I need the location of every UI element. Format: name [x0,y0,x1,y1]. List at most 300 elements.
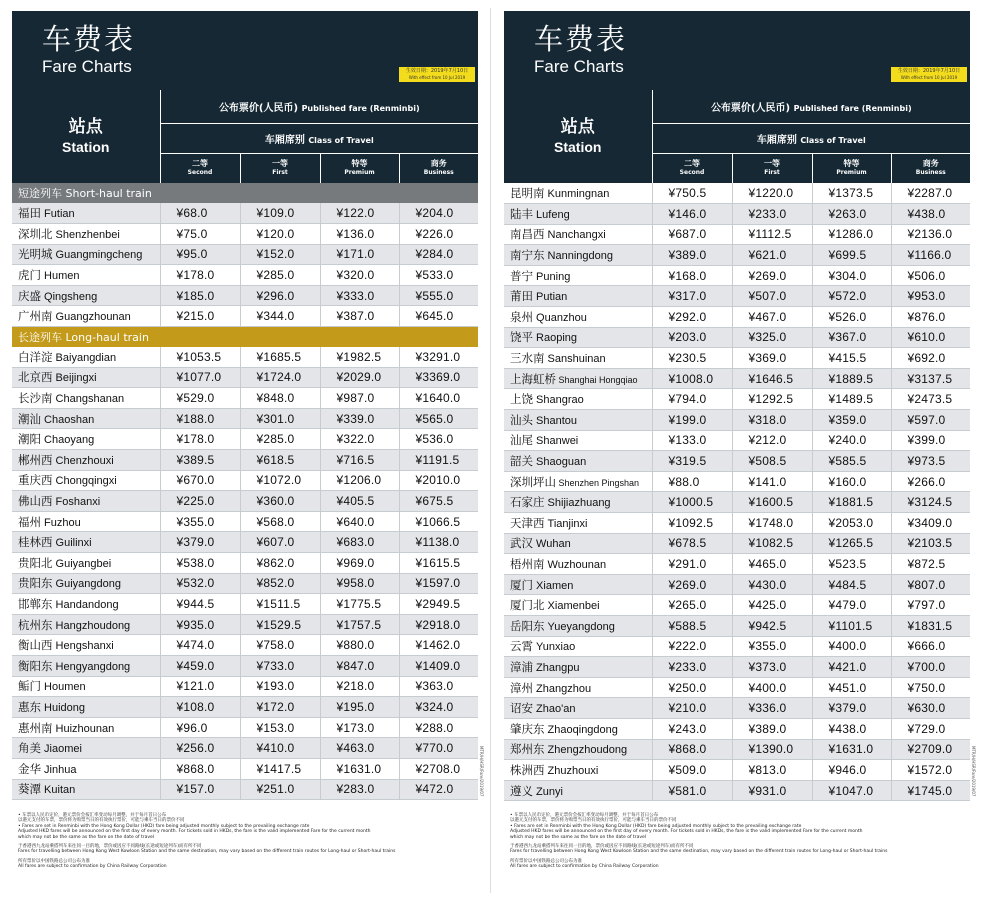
table-row [504,245,970,266]
fare-first: ¥813.0 [732,760,812,781]
fare-second: ¥868.0 [652,739,732,760]
station-name: 汕尾 Shanwei [504,430,652,451]
station-name: 福田 Futian [12,203,160,224]
fare-business: ¥555.0 [399,285,478,306]
fare-premium: ¥367.0 [812,327,891,348]
station-name: 杭州东 Hangzhoudong [12,614,160,635]
effective-date-cn: 生效日期：2019年7月10日 [405,68,469,74]
fare-second: ¥233.0 [652,657,732,678]
effective-date-en: With effect from 10 Jul 2019 [408,74,466,80]
station-name: 肇庆东 Zhaoqingdong [504,718,652,739]
title-cn: 车费表 [42,22,136,56]
fare-business: ¥226.0 [399,224,478,245]
station-name: 普宁 Puning [504,265,652,286]
fare-first: ¥425.0 [732,595,812,616]
fare-second: ¥317.0 [652,286,732,307]
fare-business: ¥750.0 [891,677,970,698]
fare-second: ¥389.5 [160,450,240,471]
table-row [12,738,478,759]
col-second: 二等 Second [160,153,240,183]
table-row [12,367,478,388]
fare-business: ¥204.0 [399,203,478,224]
fare-premium: ¥136.0 [320,224,399,245]
fare-premium: ¥304.0 [812,265,891,286]
fare-premium: ¥333.0 [320,285,399,306]
title-en: Fare Charts [534,57,624,76]
fare-business: ¥876.0 [891,307,970,328]
fare-second: ¥210.0 [652,698,732,719]
title-cn: 车费表 [534,22,628,56]
fare-first: ¥233.0 [732,204,812,225]
station-name: 虎门 Humen [12,265,160,286]
fare-premium: ¥523.5 [812,554,891,575]
fare-premium: ¥320.0 [320,265,399,286]
station-name: 白洋淀 Baiyangdian [12,347,160,368]
table-row [504,760,970,781]
fare-first: ¥1220.0 [732,183,812,204]
station-name: 厦门北 Xiamenbei [504,595,652,616]
table-row [12,511,478,532]
fare-first: ¥1529.5 [240,614,320,635]
station-name: 三水南 Sanshuinan [504,348,652,369]
sheet-header [12,11,478,90]
fare-premium: ¥339.0 [320,408,399,429]
fare-second: ¥157.0 [160,779,240,800]
fare-table-right [504,90,970,801]
fare-second: ¥188.0 [160,408,240,429]
fare-premium: ¥526.0 [812,307,891,328]
fare-second: ¥389.0 [652,245,732,266]
table-row [12,717,478,738]
table-row [504,780,970,801]
fare-first: ¥1748.0 [732,513,812,534]
fare-table-left [12,90,478,800]
fare-premium: ¥1286.0 [812,224,891,245]
fare-premium: ¥1775.5 [320,594,399,615]
fare-premium: ¥987.0 [320,388,399,409]
fare-first: ¥430.0 [732,574,812,595]
table-row [504,204,970,225]
fare-business: ¥3124.5 [891,492,970,513]
station-name: 饶平 Raoping [504,327,652,348]
fare-business: ¥700.0 [891,657,970,678]
fare-first: ¥507.0 [732,286,812,307]
station-name: 南昌西 Nanchangxi [504,224,652,245]
station-name: 惠州南 Huizhounan [12,717,160,738]
fare-first: ¥852.0 [240,573,320,594]
station-name: 鲘门 Houmen [12,676,160,697]
table-row [504,657,970,678]
station-name: 莆田 Putian [504,286,652,307]
fare-second: ¥291.0 [652,554,732,575]
fare-first: ¥318.0 [732,410,812,431]
fare-business: ¥953.0 [891,286,970,307]
fare-business: ¥770.0 [399,738,478,759]
fare-premium: ¥958.0 [320,573,399,594]
fare-first: ¥1112.5 [732,224,812,245]
fare-business: ¥288.0 [399,717,478,738]
fare-business: ¥2136.0 [891,224,970,245]
table-row [504,327,970,348]
fare-business: ¥630.0 [891,698,970,719]
fare-first: ¥1390.0 [732,739,812,760]
table-row [12,532,478,553]
fare-business: ¥266.0 [891,471,970,492]
fare-premium: ¥1047.0 [812,780,891,801]
station-name: 深圳北 Shenzhenbei [12,224,160,245]
fare-business: ¥1191.5 [399,450,478,471]
col-first: 一等 First [732,153,812,183]
fare-first: ¥285.0 [240,429,320,450]
table-row [504,286,970,307]
fare-business: ¥692.0 [891,348,970,369]
fare-second: ¥178.0 [160,429,240,450]
fare-first: ¥400.0 [732,677,812,698]
fare-business: ¥472.0 [399,779,478,800]
fare-premium: ¥405.5 [320,491,399,512]
fare-premium: ¥1373.5 [812,183,891,204]
fare-first: ¥465.0 [732,554,812,575]
fare-second: ¥1008.0 [652,368,732,389]
fare-first: ¥733.0 [240,655,320,676]
table-row [12,779,478,800]
class-of-travel-header: 车厢席别 Class of Travel [160,123,478,153]
station-name: 光明城 Guangmingcheng [12,244,160,265]
station-name: 株洲西 Zhuzhouxi [504,760,652,781]
fare-second: ¥250.0 [652,677,732,698]
fare-first: ¥1511.5 [240,594,320,615]
fare-business: ¥2010.0 [399,470,478,491]
fare-business: ¥3137.5 [891,368,970,389]
fare-second: ¥1092.5 [652,513,732,534]
fare-premium: ¥880.0 [320,635,399,656]
fare-second: ¥146.0 [652,204,732,225]
fare-premium: ¥438.0 [812,718,891,739]
table-row [504,554,970,575]
table-row [12,306,478,327]
table-row [504,636,970,657]
table-row [12,655,478,676]
section-long-haul: 长途列车 Long-haul train [12,327,478,347]
fare-second: ¥68.0 [160,203,240,224]
effective-date-badge [891,67,967,82]
fare-second: ¥96.0 [160,717,240,738]
fare-chart-sheet-left [12,11,484,891]
fare-first: ¥172.0 [240,697,320,718]
fare-premium: ¥421.0 [812,657,891,678]
document-code: MTR/H/HSR/Fare/2019/07 [479,746,484,797]
fare-premium: ¥387.0 [320,306,399,327]
fare-premium: ¥699.5 [812,245,891,266]
fare-second: ¥509.0 [652,760,732,781]
station-name: 潮汕 Chaoshan [12,408,160,429]
fare-business: ¥872.5 [891,554,970,575]
station-name: 郑州东 Zhengzhoudong [504,739,652,760]
fare-second: ¥868.0 [160,758,240,779]
class-of-travel-header: 车厢席别 Class of Travel [652,123,970,153]
fare-first: ¥141.0 [732,471,812,492]
fare-second: ¥108.0 [160,697,240,718]
fare-first: ¥285.0 [240,265,320,286]
fare-premium: ¥1982.5 [320,347,399,368]
station-name: 重庆西 Chongqingxi [12,470,160,491]
fare-premium: ¥1889.5 [812,368,891,389]
fare-first: ¥296.0 [240,285,320,306]
fare-business: ¥1462.0 [399,635,478,656]
sheet-header [504,11,970,90]
fare-business: ¥1572.0 [891,760,970,781]
station-name: 岳阳东 Yueyangdong [504,615,652,636]
table-row [504,471,970,492]
fare-premium: ¥969.0 [320,553,399,574]
station-name: 韶关 Shaoguan [504,451,652,472]
fare-premium: ¥263.0 [812,204,891,225]
station-name: 邯郸东 Handandong [12,594,160,615]
station-name: 石家庄 Shijiazhuang [504,492,652,513]
fare-premium: ¥716.5 [320,450,399,471]
station-name: 广州南 Guangzhounan [12,306,160,327]
table-row [12,265,478,286]
fare-second: ¥670.0 [160,470,240,491]
fare-premium: ¥1881.5 [812,492,891,513]
fare-business: ¥506.0 [891,265,970,286]
fare-second: ¥265.0 [652,595,732,616]
station-name: 武汉 Wuhan [504,533,652,554]
fare-first: ¥269.0 [732,265,812,286]
table-row [12,470,478,491]
station-name: 汕头 Shantou [504,410,652,431]
col-first: 一等 First [240,153,320,183]
table-row [504,739,970,760]
table-row [12,697,478,718]
station-name: 遵义 Zunyi [504,780,652,801]
fare-business: ¥399.0 [891,430,970,451]
station-name: 庆盛 Qingsheng [12,285,160,306]
fare-premium: ¥322.0 [320,429,399,450]
fare-business: ¥565.0 [399,408,478,429]
station-name: 衡阳东 Hengyangdong [12,655,160,676]
station-header: 站点 Station [12,90,160,183]
fare-first: ¥109.0 [240,203,320,224]
fare-business: ¥533.0 [399,265,478,286]
fare-second: ¥243.0 [652,718,732,739]
fare-second: ¥88.0 [652,471,732,492]
fare-premium: ¥240.0 [812,430,891,451]
fare-premium: ¥484.5 [812,574,891,595]
station-name: 厦门 Xiamen [504,574,652,595]
fare-first: ¥389.0 [732,718,812,739]
fare-second: ¥538.0 [160,553,240,574]
station-name: 泉州 Quanzhou [504,307,652,328]
station-name: 漳浦 Zhangpu [504,657,652,678]
fare-first: ¥862.0 [240,553,320,574]
table-row [504,265,970,286]
table-row [504,718,970,739]
table-row [504,451,970,472]
station-name: 金华 Jinhua [12,758,160,779]
fare-second: ¥935.0 [160,614,240,635]
fare-business: ¥324.0 [399,697,478,718]
table-row [12,491,478,512]
fare-business: ¥1597.0 [399,573,478,594]
fare-first: ¥301.0 [240,408,320,429]
station-name: 昆明南 Kunmingnan [504,183,652,204]
fare-business: ¥363.0 [399,676,478,697]
fare-business: ¥1138.0 [399,532,478,553]
fare-first: ¥1600.5 [732,492,812,513]
station-name: 南宁东 Nanningdong [504,245,652,266]
fare-first: ¥758.0 [240,635,320,656]
fare-second: ¥581.0 [652,780,732,801]
station-name: 深圳坪山 Shenzhen Pingshan [504,471,652,492]
fare-second: ¥75.0 [160,224,240,245]
fare-premium: ¥1265.5 [812,533,891,554]
fare-premium: ¥218.0 [320,676,399,697]
table-row [504,513,970,534]
effective-date-cn: 生效日期：2019年7月10日 [897,68,961,74]
fare-first: ¥1646.5 [732,368,812,389]
fare-first: ¥1292.5 [732,389,812,410]
fare-second: ¥588.5 [652,615,732,636]
fare-premium: ¥173.0 [320,717,399,738]
fare-first: ¥621.0 [732,245,812,266]
fare-premium: ¥1757.5 [320,614,399,635]
station-name: 佛山西 Foshanxi [12,491,160,512]
fare-business: ¥2708.0 [399,758,478,779]
published-fare-header: 公布票价(人民币) Published fare (Renminbi) [652,90,970,123]
station-name: 惠东 Huidong [12,697,160,718]
station-name: 长沙南 Changshanan [12,388,160,409]
fare-second: ¥1077.0 [160,367,240,388]
fare-premium: ¥640.0 [320,511,399,532]
fare-business: ¥610.0 [891,327,970,348]
fare-business: ¥973.5 [891,451,970,472]
table-row [12,553,478,574]
col-premium: 特等 Premium [812,153,891,183]
fare-first: ¥942.5 [732,615,812,636]
col-second: 二等 Second [652,153,732,183]
fare-business: ¥2918.0 [399,614,478,635]
fare-business: ¥3291.0 [399,347,478,368]
station-name: 北京西 Beijingxi [12,367,160,388]
fare-business: ¥2709.0 [891,739,970,760]
table-row [504,615,970,636]
fare-first: ¥212.0 [732,430,812,451]
fare-first: ¥153.0 [240,717,320,738]
table-row [12,244,478,265]
table-row [504,595,970,616]
fare-second: ¥199.0 [652,410,732,431]
fare-business: ¥1166.0 [891,245,970,266]
fare-first: ¥120.0 [240,224,320,245]
fare-business: ¥729.0 [891,718,970,739]
table-row [504,348,970,369]
fare-premium: ¥171.0 [320,244,399,265]
station-name: 云霄 Yunxiao [504,636,652,657]
table-row [504,410,970,431]
fare-second: ¥1053.5 [160,347,240,368]
fare-first: ¥1417.5 [240,758,320,779]
fare-first: ¥344.0 [240,306,320,327]
fare-second: ¥230.5 [652,348,732,369]
fare-premium: ¥359.0 [812,410,891,431]
fare-first: ¥618.5 [240,450,320,471]
station-header: 站点 Station [504,90,652,183]
fare-premium: ¥379.0 [812,698,891,719]
fare-business: ¥1831.5 [891,615,970,636]
fare-second: ¥750.5 [652,183,732,204]
fare-second: ¥687.0 [652,224,732,245]
fare-business: ¥797.0 [891,595,970,616]
fare-first: ¥193.0 [240,676,320,697]
table-row [12,614,478,635]
station-name: 潮阳 Chaoyang [12,429,160,450]
fare-premium: ¥1489.5 [812,389,891,410]
effective-date-en: With effect from 10 Jul 2019 [900,74,958,80]
fare-first: ¥355.0 [732,636,812,657]
fare-second: ¥225.0 [160,491,240,512]
fare-first: ¥325.0 [732,327,812,348]
fare-premium: ¥451.0 [812,677,891,698]
station-name: 衡山西 Hengshanxi [12,635,160,656]
fare-second: ¥794.0 [652,389,732,410]
fare-first: ¥152.0 [240,244,320,265]
fare-premium: ¥160.0 [812,471,891,492]
station-name: 诏安 Zhao'an [504,698,652,719]
fare-second: ¥222.0 [652,636,732,657]
col-business: 商务 Business [423,159,454,177]
fare-second: ¥678.5 [652,533,732,554]
fare-second: ¥269.0 [652,574,732,595]
fare-first: ¥467.0 [732,307,812,328]
table-row [12,203,478,224]
fare-first: ¥336.0 [732,698,812,719]
table-row [12,408,478,429]
table-row [12,573,478,594]
fare-business: ¥2287.0 [891,183,970,204]
station-name: 陆丰 Lufeng [504,204,652,225]
table-row [504,368,970,389]
fare-premium: ¥946.0 [812,760,891,781]
fare-premium: ¥400.0 [812,636,891,657]
table-row [12,450,478,471]
fare-premium: ¥1631.0 [320,758,399,779]
table-row [504,224,970,245]
fare-first: ¥369.0 [732,348,812,369]
fare-first: ¥848.0 [240,388,320,409]
fare-chart-sheet-right [504,11,976,891]
fare-first: ¥931.0 [732,780,812,801]
fare-second: ¥532.0 [160,573,240,594]
fare-business: ¥1745.0 [891,780,970,801]
station-name: 郴州西 Chenzhouxi [12,450,160,471]
fare-business: ¥666.0 [891,636,970,657]
table-row [504,698,970,719]
fare-business: ¥1640.0 [399,388,478,409]
table-row [504,430,970,451]
table-row [12,224,478,245]
fare-first: ¥1082.5 [732,533,812,554]
table-row [504,307,970,328]
fare-second: ¥459.0 [160,655,240,676]
fare-premium: ¥1101.5 [812,615,891,636]
fare-second: ¥133.0 [652,430,732,451]
table-row [504,389,970,410]
fare-second: ¥944.5 [160,594,240,615]
fare-business: ¥645.0 [399,306,478,327]
table-row [504,677,970,698]
fare-premium: ¥415.5 [812,348,891,369]
